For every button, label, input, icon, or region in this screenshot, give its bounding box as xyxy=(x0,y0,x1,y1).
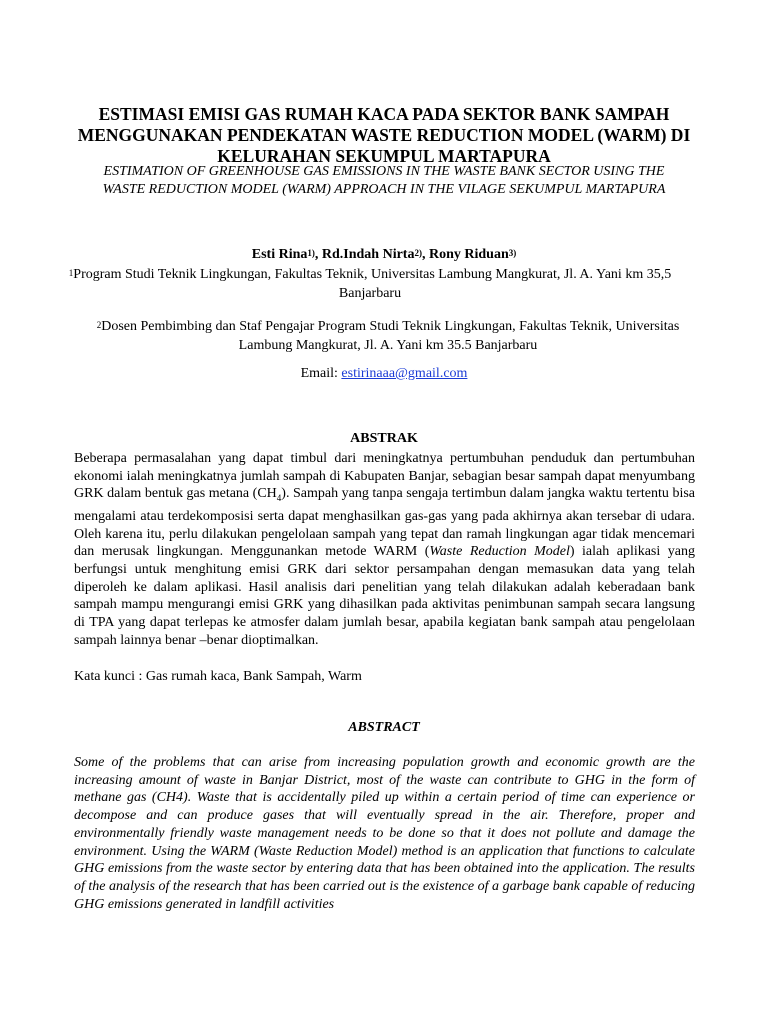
abstract-heading: ABSTRACT xyxy=(348,720,420,735)
author-separator: , xyxy=(421,247,429,262)
abstrak-italic-term: Waste Reduction Model xyxy=(429,544,570,560)
affiliation-1 xyxy=(40,265,700,303)
author-affiliation-mark: 1) xyxy=(307,248,315,258)
paper-title: ESTIMASI EMISI GAS RUMAH KACA PADA SEKTOR BANK SAMPAH MENGGUNAKAN PENDEKATAN WASTE REDUCTION MODEL (WARM) DI KELURAHAN SEKUMPUL MARTAPURA xyxy=(77,104,691,166)
author-name: Rd.Indah Nirta xyxy=(321,247,415,262)
author-separator: , xyxy=(314,247,322,262)
affiliation-mark: 2 xyxy=(96,320,102,330)
affiliation-text: Program Studi Teknik Lingkungan, Fakultas Teknik, Universitas Lambung Mangkurat, Jl. A. Yani km 35,5 Banjarbaru xyxy=(73,267,672,301)
chemical-subscript: 4 xyxy=(276,493,282,504)
abstrak-heading: ABSTRAK xyxy=(350,431,418,446)
author-name: Rony Riduan xyxy=(428,247,509,262)
keywords-line: Kata kunci : Gas rumah kaca, Bank Sampah, Warm xyxy=(74,669,362,684)
abstrak-body xyxy=(74,450,695,650)
email-link[interactable]: estirinaaa@gmail.com xyxy=(341,366,468,381)
author-name: Esti Rina xyxy=(251,247,308,262)
abstrak-text-part: ). Sampah yang tanpa sengaja tertimbun dalam jangka waktu tertentu bisa mengalami atau terdekomposisi serta dapat menghasilkan gas-gas yang pada akhirnya akan tersebar di udara. Oleh karena itu, perlu dilakukan pengelolaan sampah yang tepat dan ramah lingkungan agar tidak mencemari dan merusak lingkungan. Menggunankan metode WARM ( xyxy=(74,486,696,560)
abstrak-text-part: ) ialah aplikasi yang berfungsi untuk menghitung emisi GRK dari sektor persampahan dengan memasukan data yang telah diperoleh ke dalam aplikasi. Hasil analisis dari penelitian yang telah dilakukan adalah keberadaan bank sampah mampu mengurangi emisi GRK yang dihasilkan pada aktivitas penimbunan sampah secara langsung di TPA yang dapat terlepas ke atmosfer dalam jumlah besar, apabila kegiatan bank sampah atau pengelolaan sampah lainnya benar –benar dioptimalkan. xyxy=(74,544,695,648)
author-list xyxy=(0,246,768,264)
paper-subtitle-english: ESTIMATION OF GREENHOUSE GAS EMISSIONS IN THE WASTE BANK SECTOR USING THE WASTE REDUCTION MODEL (WARM) APPROACH IN THE VILAGE SEKUMPUL MARTAPURA xyxy=(102,164,666,197)
email-label: Email: xyxy=(300,366,342,381)
affiliation-2 xyxy=(80,317,696,355)
affiliation-mark: 1 xyxy=(68,268,74,278)
abstract-body: Some of the problems that can arise from increasing population growth and economic growth are the increasing amount of waste in Banjar District, most of the waste can contribute to GHG in the form of methane gas (CH4). Waste that is accidentally piled up within a certain period of time can experience or decompose and can produce gases that will eventually spread in the air. Therefore, proper and environmentally friendly waste management needs to be done so that it does not pollute and damage the environment. Using the WARM (Waste Reduction Model) method is an application that functions to calculate GHG emissions from the waste sector by entering data that has been obtained into the application. The results of the analysis of the research that has been carried out is the existence of a garbage bank capable of reducing GHG emissions generated in landfill activities xyxy=(74,755,695,912)
abstrak-text-part: Beberapa permasalahan yang dapat timbul dari meningkatnya pertumbuhan penduduk dan pertumbuhan ekonomi ialah meningkatnya jumlah sampah di Kabupaten Banjar, sebagian besar sampah dapat menyumbang GRK dalam bentuk gas metana (CH xyxy=(74,451,695,502)
author-affiliation-mark: 3) xyxy=(508,248,517,258)
author-affiliation-mark: 2) xyxy=(414,248,422,258)
affiliation-text: Dosen Pembimbing dan Staf Pengajar Program Studi Teknik Lingkungan, Fakultas Teknik, Universitas Lambung Mangkurat, Jl. A. Yani km 35.5 Banjarbaru xyxy=(101,319,680,353)
email-line xyxy=(0,366,768,382)
